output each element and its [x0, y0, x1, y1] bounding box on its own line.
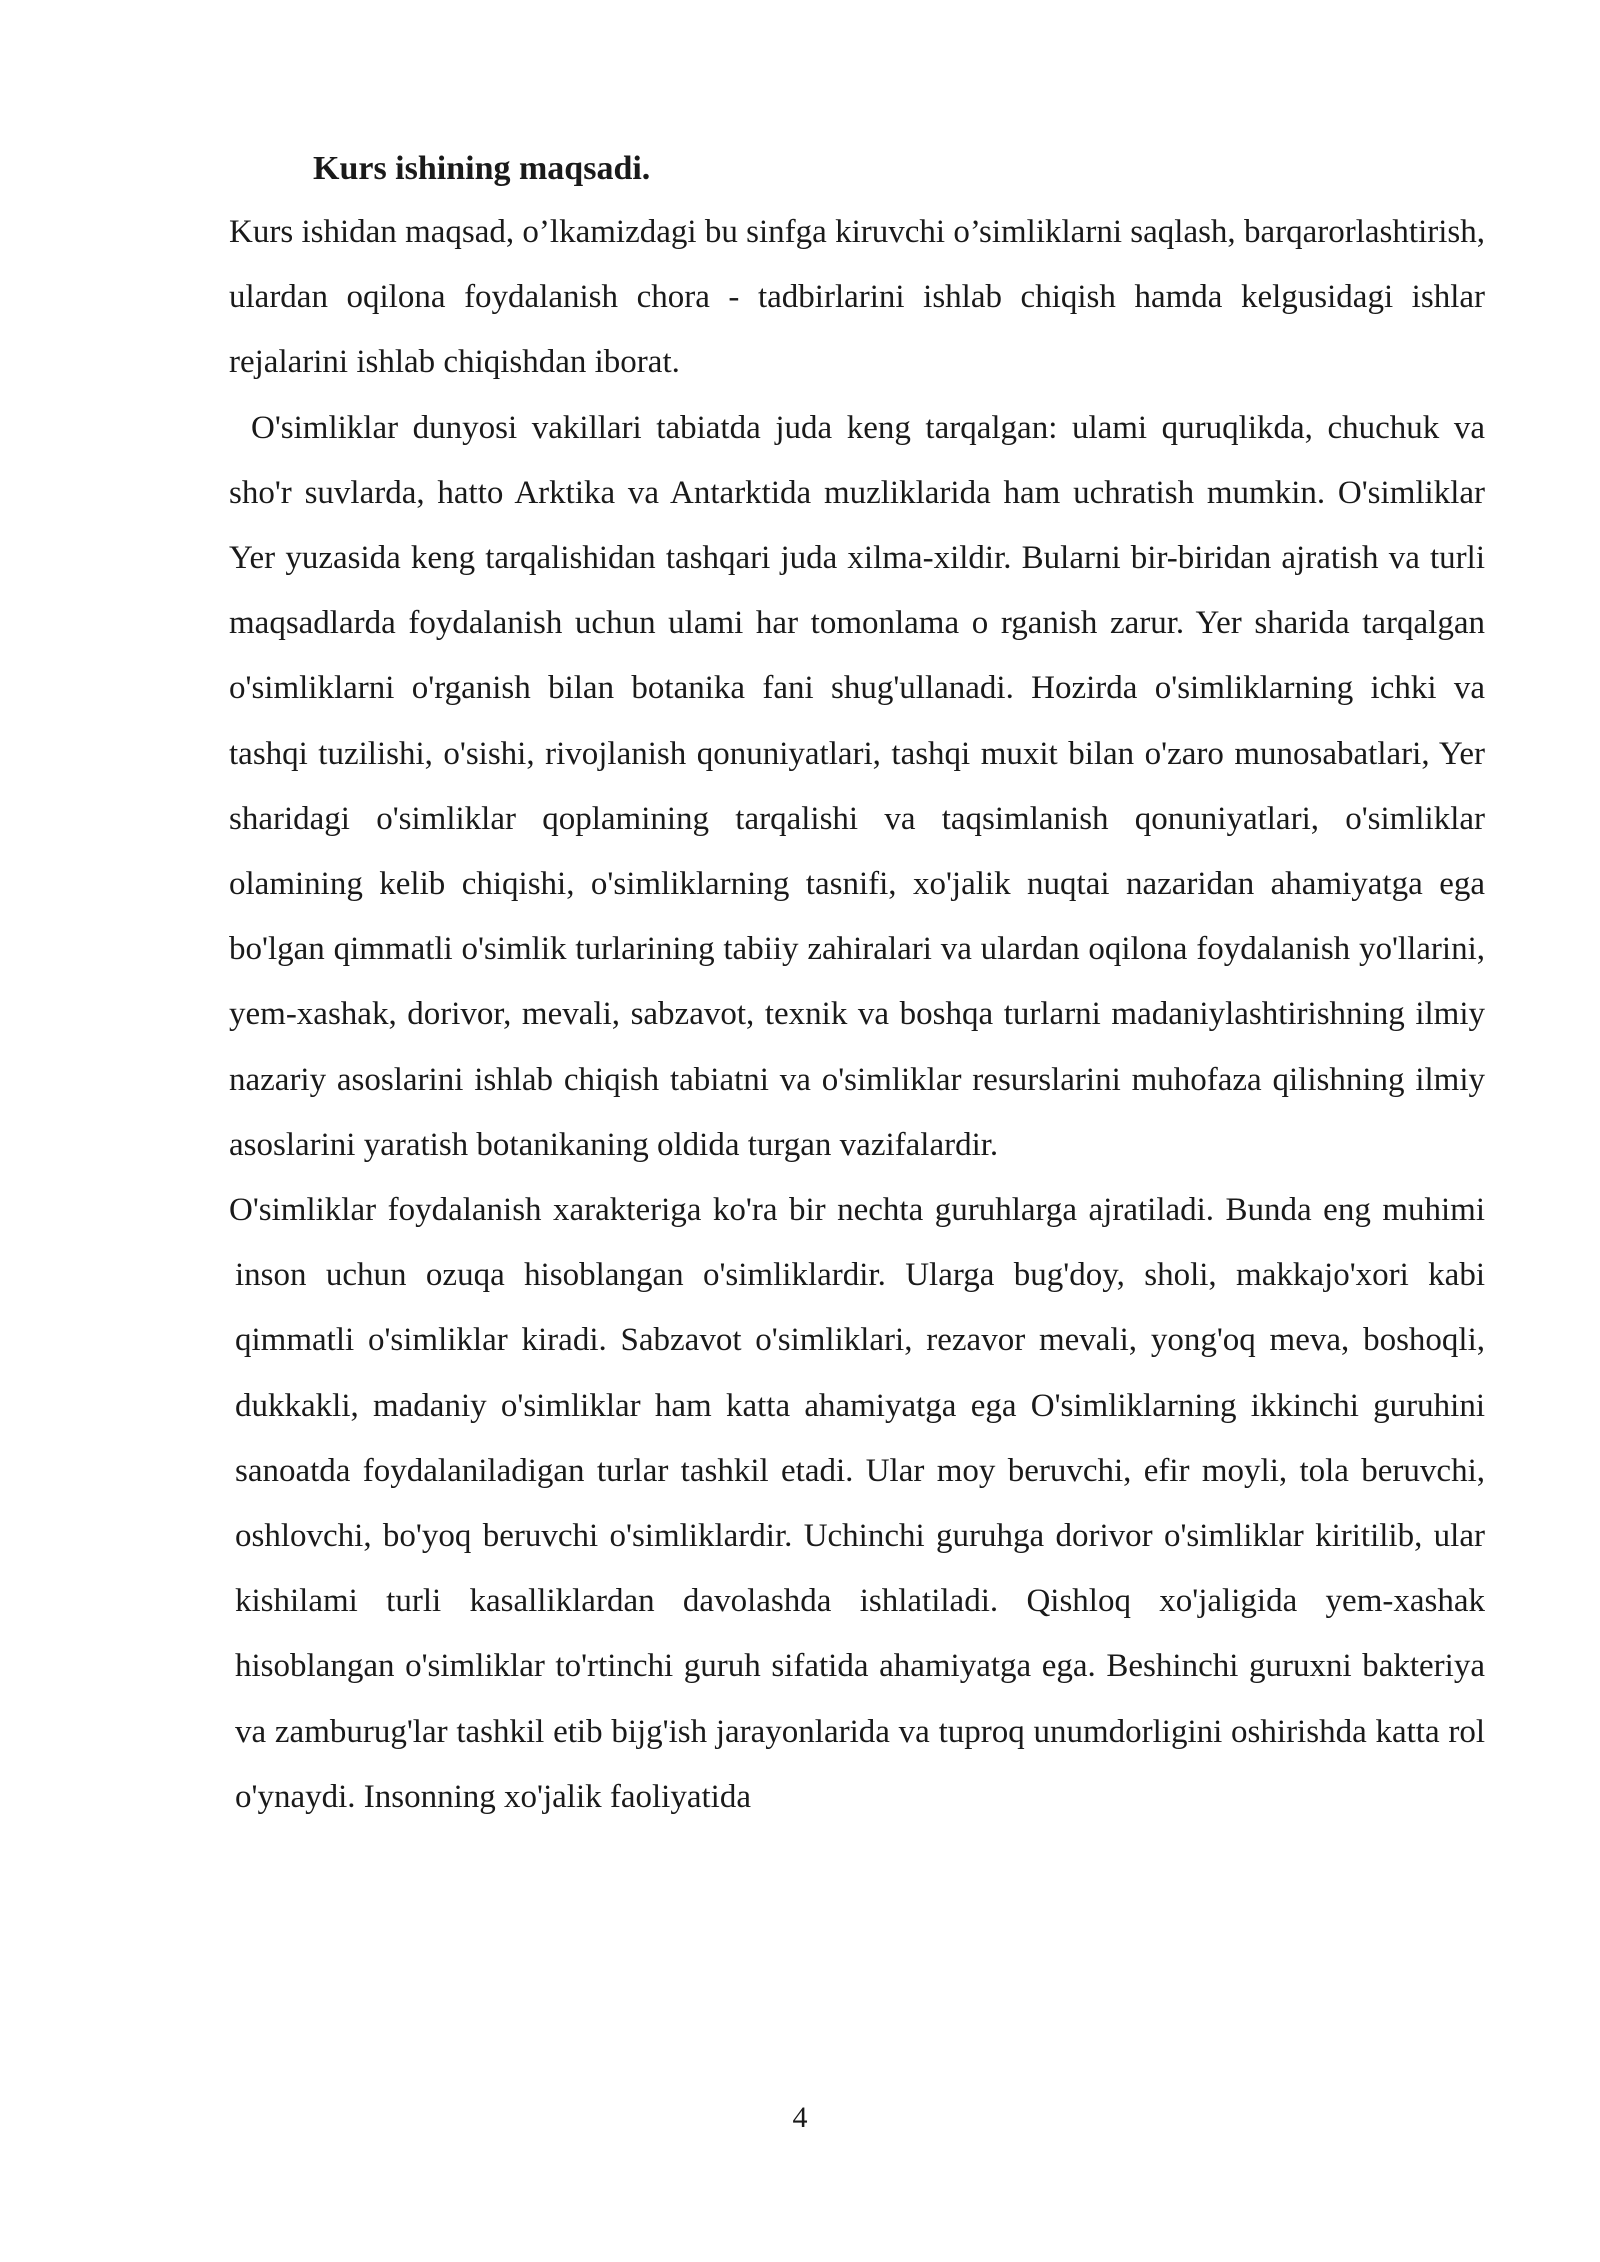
paragraph-plants-world: O'simliklar dunyosi vakillari tabiatda juda keng tarqalgan: ulami quruqlikda, chuchuk va sho'r suvlarda, hatto Arktika va Antarktida muzliklarida ham uchratish mumkin. O'simliklar Yer yuzasida keng tarqalishidan tashqari juda xilma-xildir. Bularni bir-biridan ajratish va turli maqsadlarda foydalanish uchun ulami har tomonlama o rganish zarur. Yer sharida tarqalgan o'simliklarni o'rganish bilan botanika fani shug'ullanadi. Hozirda o'simliklarning ichki va tashqi tuzilishi, o'sishi, rivojlanish qonuniyatlari, tashqi muxit bilan o'zaro munosabatlari, Yer sharidagi o'simliklar qoplamining tarqalishi va taqsimlanish qonuniyatlari, o'simliklar olamining kelib chiqishi, o'simliklarning tasnifi, xo'jalik nuqtai nazaridan ahamiyatga ega bo'lgan qimmatli o'simlik turlarining tabiiy zahiralari va ulardan oqilona foydalanish yo'llarini, yem-xashak, dorivor, mevali, sabzavot, texnik va boshqa turlarni madaniylashtirishning ilmiy nazariy asoslarini ishlab chiqish tabiatni va o'simliklar resurslarini muhofaza qilishning ilmiy asoslarini yaratish botanikaning oldida turgan vazifalardir.	[229, 409, 1485, 1163]
paragraph-plant-groups: O'simliklar foydalanish xarakteriga ko'ra bir nechta guruhlarga ajratiladi. Bunda eng muhimi inson uchun ozuqa hisoblangan o'simliklardir. Ularga bug'doy, sholi, makkajo'xori kabi qimmatli o'simliklar kiradi. Sabzavot o'simliklari, rezavor mevali, yong'oq meva, boshoqli, dukkakli, madaniy o'simliklar ham katta ahamiyatga ega O'simliklarning ikkinchi guruhini sanoatda foydalaniladigan turlar tashkil etadi. Ular moy beruvchi, efir moyli, tola beruvchi, oshlovchi, bo'yoq beruvchi o'simliklardir. Uchinchi guruhga dorivor o'simliklar kiritilib, ular kishilami turli kasalliklardan davolashda ishlatiladi. Qishloq xo'jaligida yem-xashak hisoblangan o'simliklar to'rtinchi guruh sifatida ahamiyatga ega. Beshinchi guruxni bakteriya va zamburug'lar tashkil etib bijg'ish jarayonlarida va tuproq unumdorligini oshirishda katta rol o'ynaydi. Insonning xo'jalik faoliyatida	[229, 1192, 1485, 1815]
paragraph-purpose: Kurs ishidan maqsad, o’lkamizdagi bu sinfga kiruvchi o’simliklarni saqlash, barqarorlashtirish, ulardan oqilona foydalanish chora - tadbirlarini ishlab chiqish hamda kelgusidagi ishlar rejalarini ishlab chiqishdan iborat.	[229, 214, 1485, 381]
page-number: 4	[792, 2101, 808, 2134]
text-body	[229, 138, 1485, 1830]
section-heading: Kurs ishining maqsadi.	[313, 150, 651, 187]
